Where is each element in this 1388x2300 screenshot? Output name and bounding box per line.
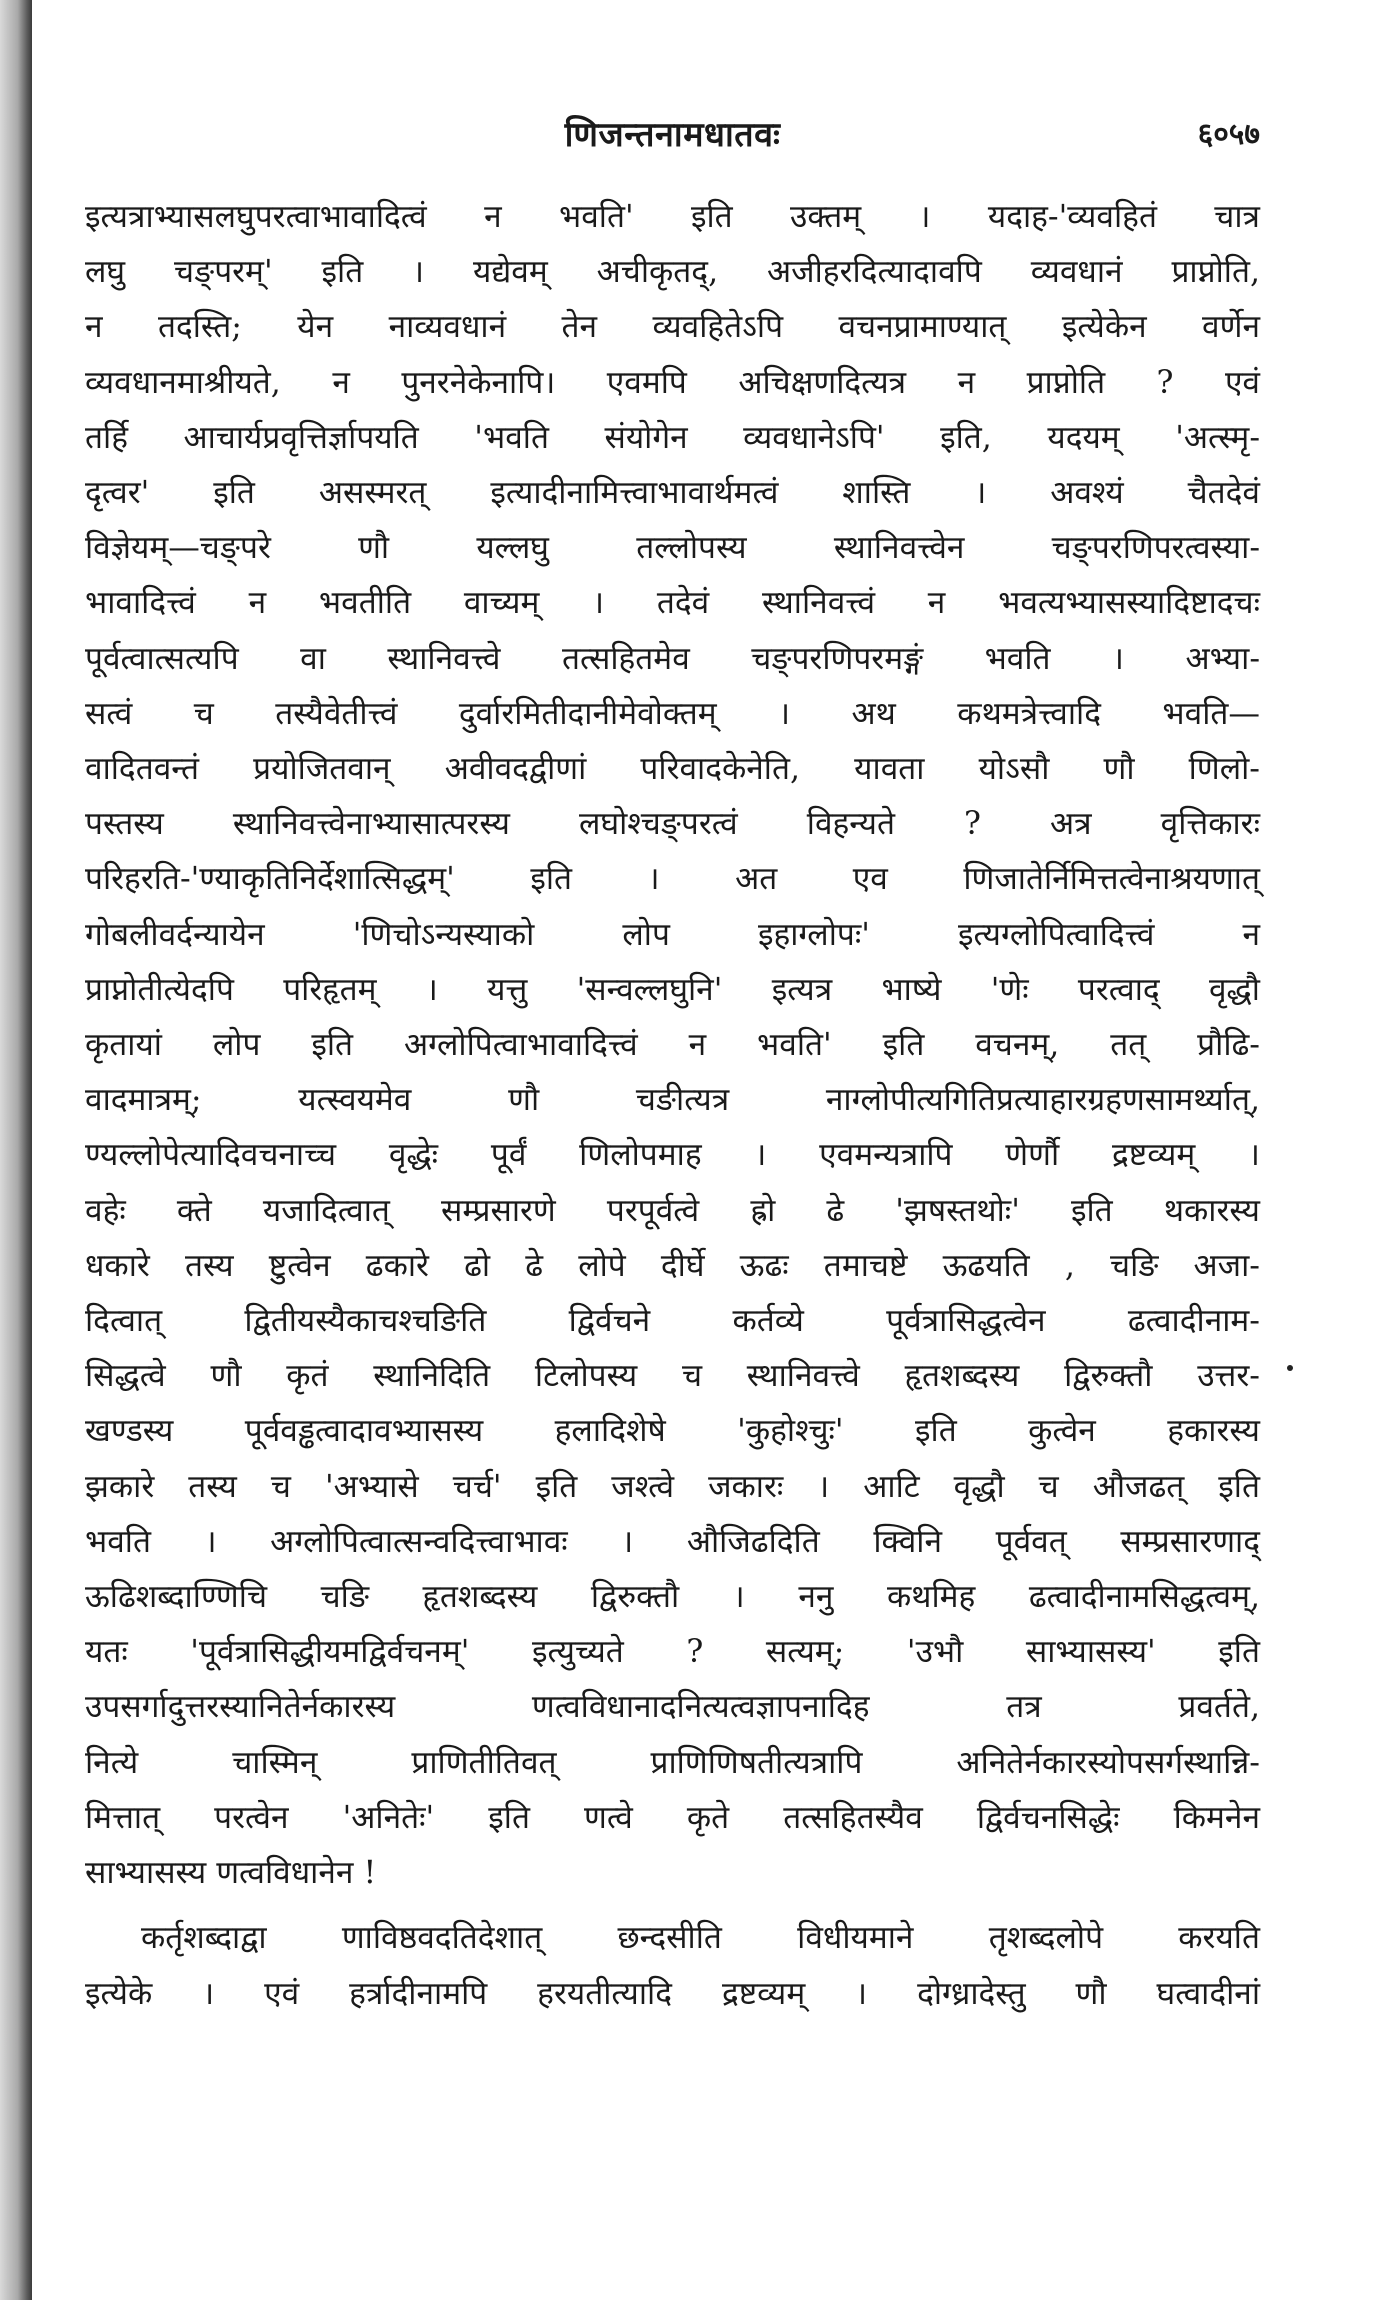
text-line: नित्ये चास्मिन् प्राणितीतिवत् प्राणिणिषतीत्यत्रापि अनितेर्नकारस्योपसर्गस्थान्नि-: [85, 1744, 1260, 1781]
page-number: ६०५७: [1197, 117, 1260, 152]
page-title: णिजन्तनामधातवः: [564, 115, 781, 155]
text-line: वादमात्रम्; यत्स्वयमेव णौ चङीत्यत्र नाग्लोपीत्यगितिप्रत्याहारग्रहणसामर्थ्यात्,: [85, 1082, 1260, 1119]
text-line: कर्तृशब्दाद्वा णाविष्ठवदतिदेशात् छन्दसीति विधीयमाने तृशब्दलोपे करयति: [141, 1920, 1260, 1957]
text-line: यतः 'पूर्वत्रासिद्धीयमद्विर्वचनम्' इत्युच्यते ? सत्यम्; 'उभौ साभ्यासस्य' इति: [85, 1634, 1260, 1671]
text-line: दृत्वर' इति असस्मरत् इत्यादीनामित्त्वाभावार्थमत्वं शास्ति । अवश्यं चैतदेवं: [85, 475, 1260, 512]
text-line: सत्वं च तस्यैवेतीत्त्वं दुर्वारमितीदानीमेवोक्तम् । अथ कथमत्रेत्त्वादि भवति—: [85, 695, 1260, 732]
text-line: तर्हि आचार्यप्रवृत्तिर्ज्ञापयति 'भवति संयोगेन व्यवधानेऽपि' इति, यदयम् 'अत्स्मृ-: [85, 419, 1260, 456]
text-line: कृतायां लोप इति अग्लोपित्वाभावादित्त्वं न भवति' इति वचनम्, तत् प्रौढि-: [85, 1027, 1260, 1064]
text-body: [85, 190, 1260, 2022]
text-line: ऊढिशब्दाण्णिचि चङि हृतशब्दस्य द्विरुक्तौ । ननु कथमिह ढत्वादीनामसिद्धत्वम्,: [85, 1579, 1260, 1616]
running-header: [85, 110, 1260, 180]
text-line: गोबलीवर्दन्यायेन 'णिचोऽन्यस्याको लोप इहाग्लोपः' इत्यग्लोपित्वादित्त्वं न: [85, 916, 1260, 953]
text-line: भावादित्त्वं न भवतीति वाच्यम् । तदेवं स्थानिवत्त्वं न भवत्यभ्यासस्यादिष्टादचः: [85, 585, 1260, 622]
text-line: व्यवधानमाश्रीयते, न पुनरनेकेनापि। एवमपि अचिक्षणदित्यत्र न प्राप्नोति ? एवं: [85, 364, 1260, 401]
text-line: धकारे तस्य ष्टुत्वेन ढकारे ढो ढे लोपे दीर्घे ऊढः तमाचष्टे ऊढयति , चङि अजा-: [85, 1247, 1260, 1284]
book-spine-shadow: [0, 0, 32, 2300]
text-line: सिद्धत्वे णौ कृतं स्थानिदिति टिलोपस्य च स्थानिवत्त्वे हृतशब्दस्य द्विरुक्तौ उत्तर-: [85, 1358, 1260, 1395]
text-line: मित्तात् परत्वेन 'अनितेः' इति णत्वे कृते तत्सहितस्यैव द्विर्वचनसिद्धेः किमनेन: [85, 1799, 1260, 1836]
text-line: उपसर्गादुत्तरस्यानितेर्नकारस्य णत्वविधानादनित्यत्वज्ञापनादिह तत्र प्रवर्तते,: [85, 1689, 1260, 1726]
text-line: पस्तस्य स्थानिवत्त्वेनाभ्यासात्परस्य लघोश्चङ्परत्वं विहन्यते ? अत्र वृत्तिकारः: [85, 806, 1260, 843]
text-line: प्राप्नोतीत्येदपि परिहृतम् । यत्तु 'सन्वल्लघुनि' इत्यत्र भाष्ये 'णेः परत्वाद् वृद्धौ: [85, 971, 1260, 1008]
text-line: पूर्वत्वात्सत्यपि वा स्थानिवत्त्वे तत्सहितमेव चङ्परणिपरमङ्गं भवति । अभ्या-: [85, 640, 1260, 677]
text-line: न तदस्ति; येन नाव्यवधानं तेन व्यवहितेऽपि वचनप्रामाण्यात् इत्येकेन वर्णेन: [85, 309, 1260, 346]
text-line: झकारे तस्य च 'अभ्यासे चर्च' इति जश्त्वे जकारः । आटि वृद्धौ च औजढत् इति: [85, 1468, 1260, 1505]
text-line: विज्ञेयम्—चङ्परे णौ यल्लघु तल्लोपस्य स्थानिवत्त्वेन चङ्परणिपरत्वस्या-: [85, 530, 1260, 567]
book-page: [85, 110, 1260, 2022]
text-line: परिहरति-'ण्याकृतिनिर्देशात्सिद्धम्' इति । अत एव णिजातेर्निमित्तत्वेनाश्रयणात्: [85, 861, 1260, 898]
text-line: लघु चङ्परम्' इति । यद्येवम् अचीकृतद्, अजीहरदित्यादावपि व्यवधानं प्राप्नोति,: [85, 254, 1260, 291]
text-line: दित्वात् द्वितीयस्यैकाचश्चङिति द्विर्वचने कर्तव्ये पूर्वत्रासिद्धत्वेन ढत्वादीनाम-: [85, 1303, 1260, 1340]
text-line: खण्डस्य पूर्ववड्ढत्वादावभ्यासस्य हलादिशेषे 'कुहोश्चुः' इति कुत्वेन हकारस्य: [85, 1413, 1260, 1450]
text-line: साभ्यासस्य णत्वविधानेन !: [85, 1855, 377, 1892]
text-line: इत्यत्राभ्यासलघुपरत्वाभावादित्वं न भवति' इति उक्तम् । यदाह-'व्यवहितं चात्र: [85, 199, 1260, 235]
text-line: वहेः क्ते यजादित्वात् सम्प्रसारणे परपूर्वत्वे ह्रो ढे 'झषस्तथोः' इति थकारस्य: [85, 1192, 1260, 1229]
text-line: वादितवन्तं प्रयोजितवान् अवीवदद्वीणां परिवादकेनेति, यावता योऽसौ णौ णिलो-: [85, 751, 1260, 788]
text-line: ण्यल्लोपेत्यादिवचनाच्च वृद्धेः पूर्वं णिलोपमाह । एवमन्यत्रापि णेर्णौ द्रष्टव्यम् ।: [85, 1137, 1260, 1174]
text-line: इत्येके । एवं हर्त्रादीनामपि हरयतीत्यादि द्रष्टव्यम् । दोग्ध्रादेस्तु णौ घत्वादीनां: [85, 1975, 1260, 2012]
margin-mark: [1287, 1365, 1293, 1371]
text-line: भवति । अग्लोपित्वात्सन्वदित्त्वाभावः । औजिढदिति क्विनि पूर्ववत् सम्प्रसारणाद्: [85, 1523, 1260, 1560]
